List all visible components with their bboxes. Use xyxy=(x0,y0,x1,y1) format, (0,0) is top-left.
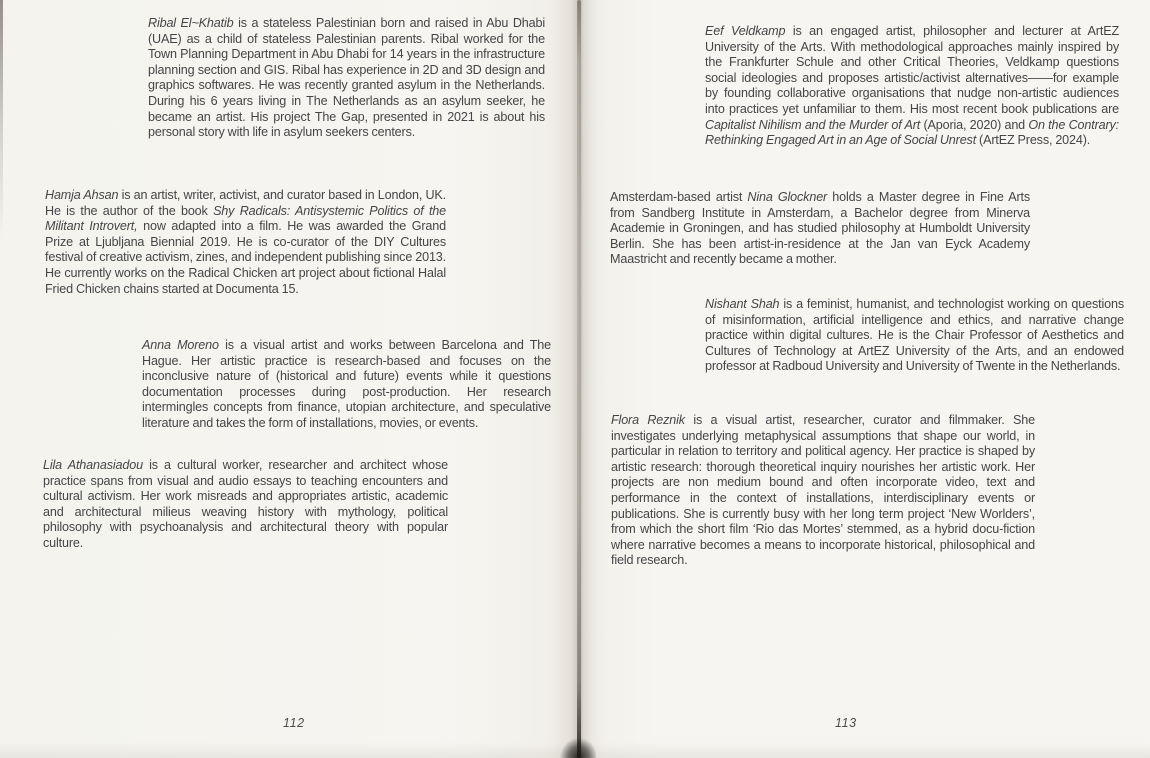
bio-eef-veldkamp: Eef Veldkamp is an engaged artist, philosopher and lecturer at ArtEZ University of the Arts. With methodological approaches mainly inspired by the Frankfurter Schule and other Critical Theories, Veldkamp questions social ideologies and proposes artistic/activist alternatives——for example by founding collaborative organisations that nudge non-artistic audiences into practices yet unfamiliar to them. His most recent book publications are Capitalist Nihilism and the Murder of Art (Aporia, 2020) and On the Contrary: Rethinking Engaged Art in an Age of Social Unrest (ArtEZ Press, 2024). xyxy=(705,24,1120,148)
bio-lila-athanasiadou: Lila Athanasiadou is a cultural worker, researcher and architect whose practice spans from visual and audio essays to teaching encounters and cultural activism. Her work misreads and appropriates artistic, academic and architectural milieus weaving history with mythology, political philosophy with psychoanalysis and architectural theory with popular culture. xyxy=(43,458,448,550)
page-number-left: 112 xyxy=(283,716,305,730)
bio-nina-glockner: Amsterdam-based artist Nina Glockner holds a Master degree in Fine Arts from Sandberg Institute in Amsterdam, a Bachelor degree from Minerva Academie in Groningen, and has studied philosophy at Humboldt University Berlin. She has been artist-in-residence at the Jan van Eyck Academy Maastricht and recently became a mother. xyxy=(610,190,1030,267)
bio-flora-reznik: Flora Reznik is a visual artist, researcher, curator and filmmaker. She investigates underlying metaphysical assumptions that shape our world, in particular in relation to territory and political agency. Her practice is shaped by artistic research: thorough theoretical inquiry nourishes her artistic work. Her projects are non medium bound and often incorporate video, text and performance in the context of installations, interdisciplinary events or publications. She is currently busy with her long term project ‘New Worlders’, from which the short film ‘Rio das Mortes’ stemmed, as a hybrid docu-fiction where narrative becomes a means to incorporate historical, philosophical and field research. xyxy=(611,413,1035,568)
bio-hamja-ahsan: Hamja Ahsan is an artist, writer, activist, and curator based in London, UK. He is the author of the book Shy Radicals: Antisystemic Politics of the Militant Introvert, now adapted into a film. He was awarded the Grand Prize at Ljubljana Biennial 2019. He is co-curator of the DIY Cultures festival of creative activism, zines, and independent publishing since 2013. He currently works on the Radical Chicken art project about fictional Halal Fried Chicken chains started at Documenta 15. xyxy=(45,188,446,296)
bio-anna-moreno: Anna Moreno is a visual artist and works between Barcelona and The Hague. Her artistic practice is research-based and focuses on the inconclusive nature of (historical and future) events while it questions documentation processes during post-production. Her research intermingles concepts from finance, utopian architecture, and speculative literature and takes the form of installations, movies, or events. xyxy=(142,338,551,430)
page-number-right: 113 xyxy=(835,716,857,730)
bio-ribal-el-khatib: Ribal El~Khatib is a stateless Palestinian born and raised in Abu Dhabi (UAE) as a child of stateless Palestinian parents. Ribal worked for the Town Planning Department in Abu Dhabi for 14 years in the infrastructure planning section and GIS. Ribal has experience in 2D and 3D design and graphics softwares. He was recently granted asylum in the Netherlands. During his 6 years living in The Netherlands as an asylum seeker, he became an artist. His project The Gap, presented in 2021 is about his personal story with life in asylum seekers centers. xyxy=(148,16,545,140)
bio-nishant-shah: Nishant Shah is a feminist, humanist, and technologist working on questions of misinformation, artificial intelligence and ethics, and narrative change practice within digital cultures. He is the Chair Professor of Aesthetics and Cultures of Technology at ArtEZ University of the Arts, and an endowed professor at Radboud University and University of Twente in the Netherlands. xyxy=(705,297,1124,374)
